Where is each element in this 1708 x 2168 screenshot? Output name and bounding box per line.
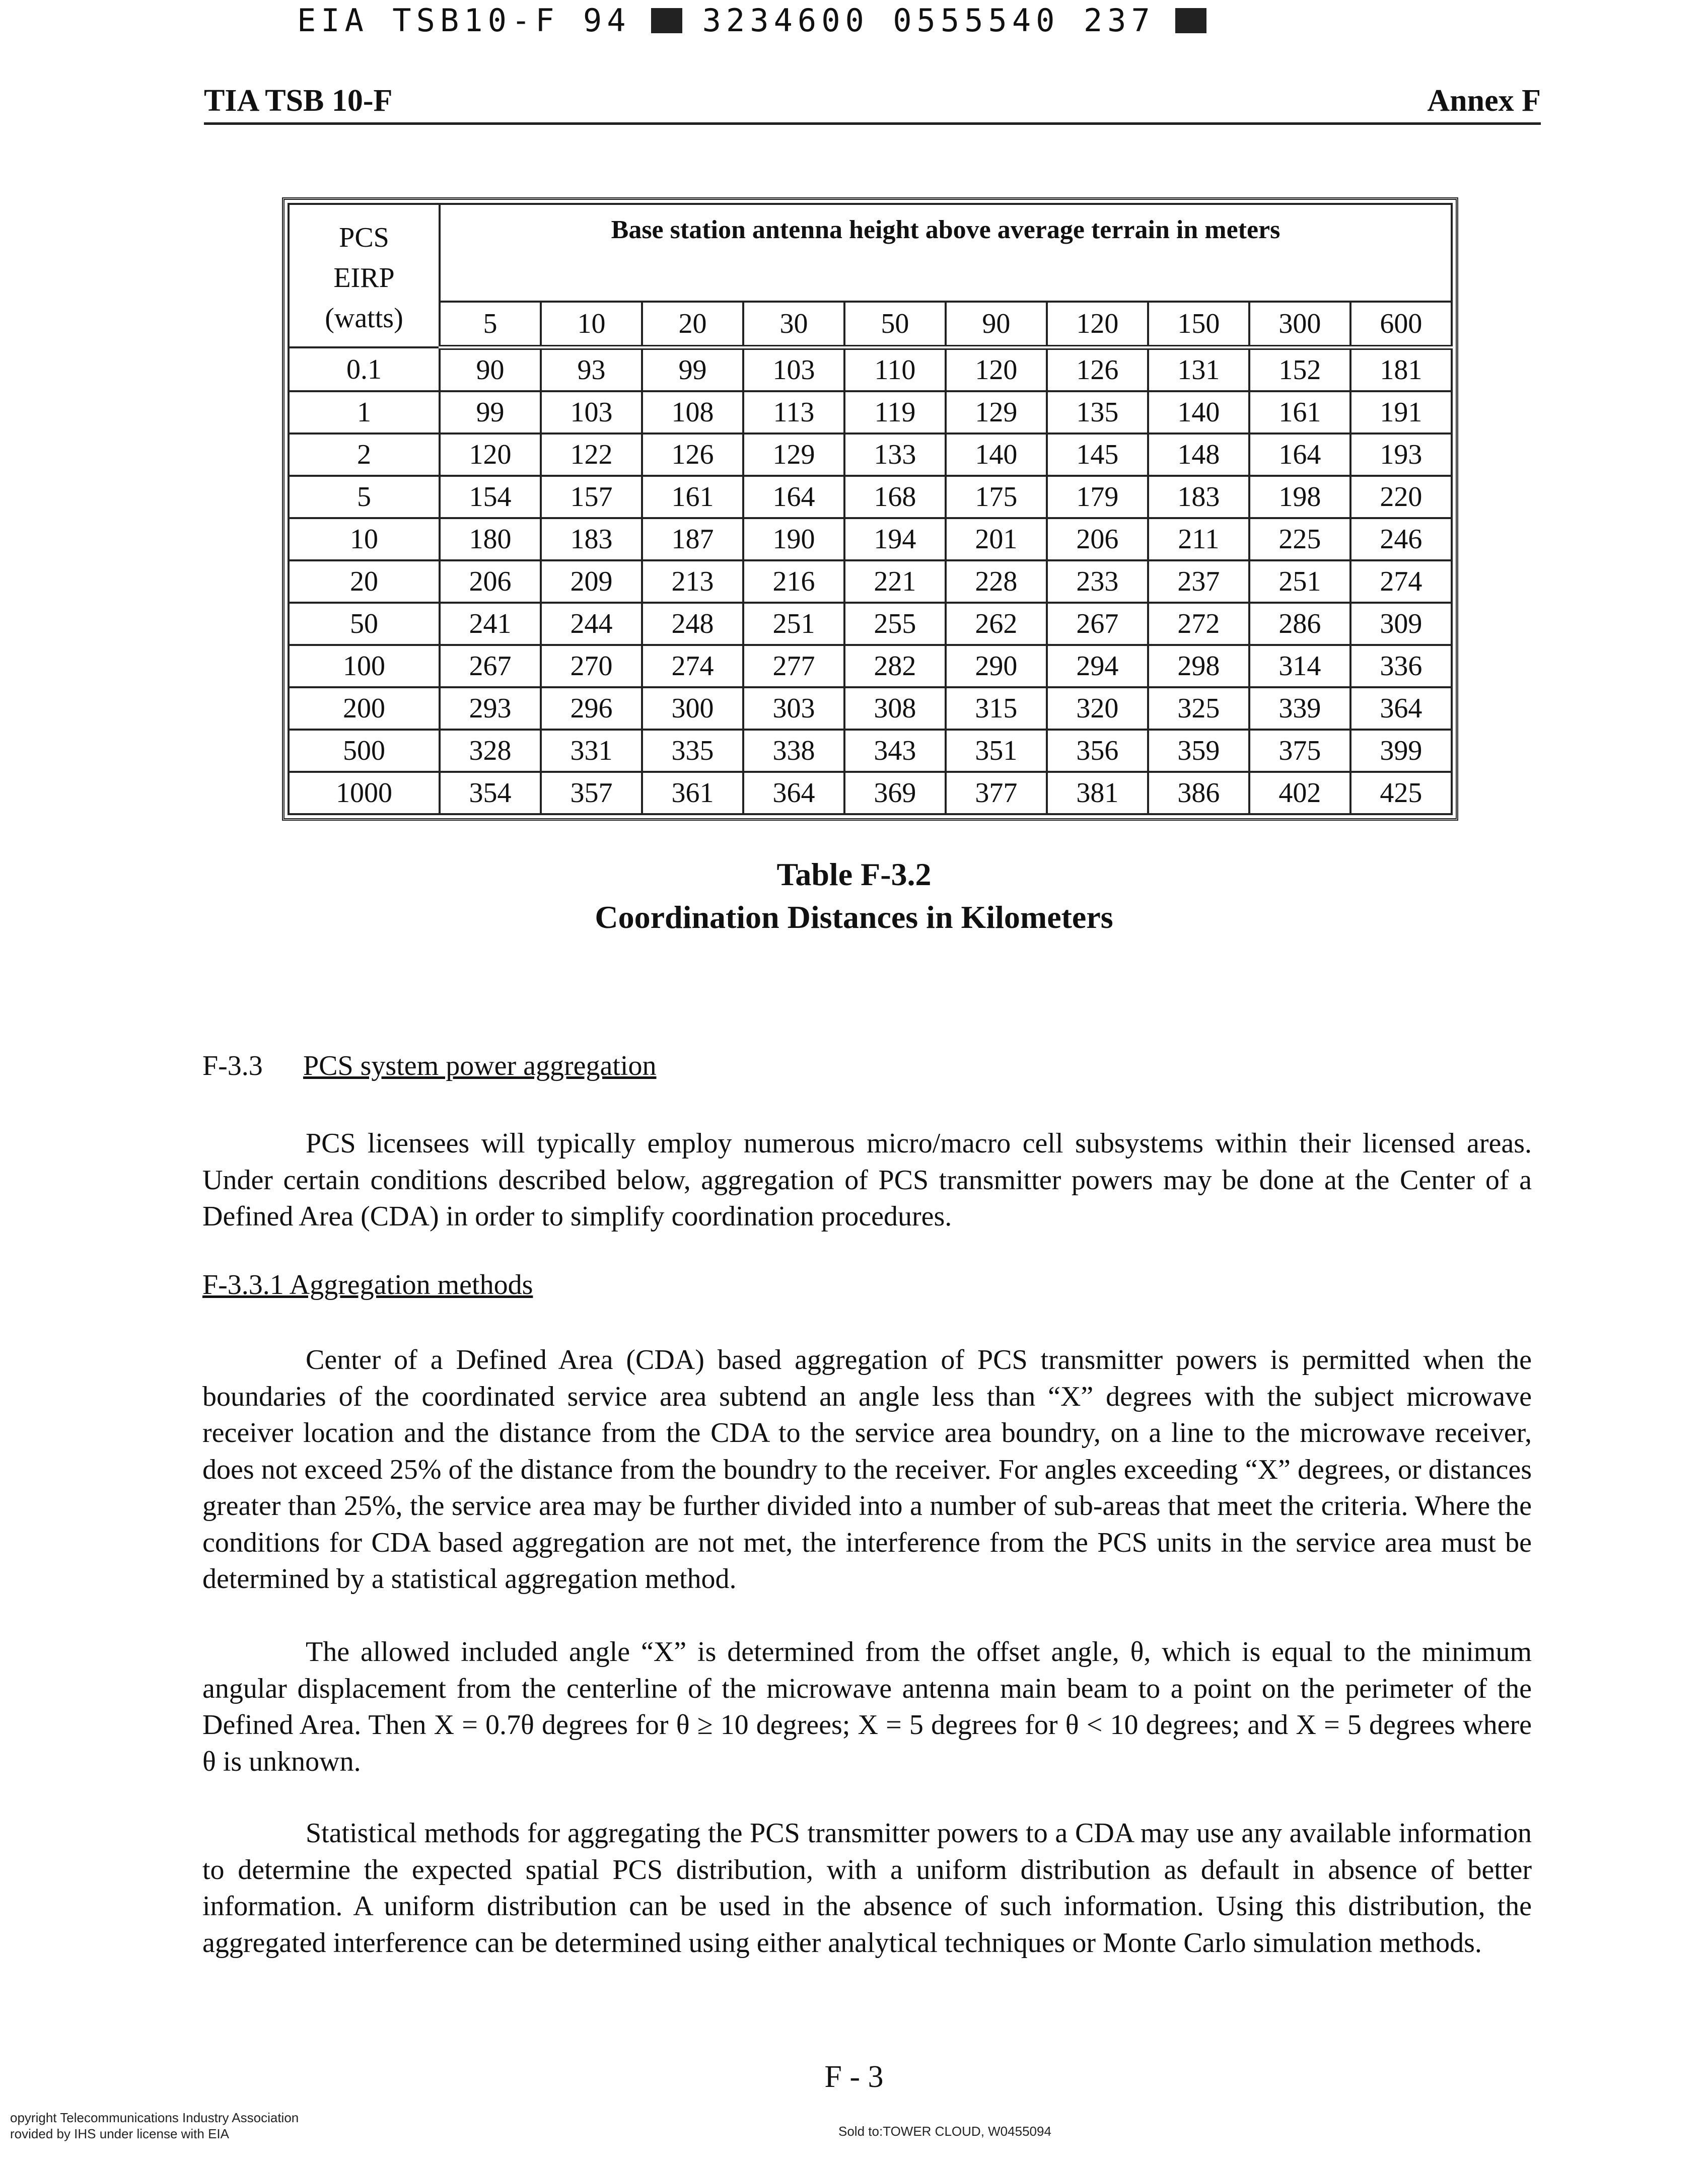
distance-cell: 315: [946, 687, 1047, 730]
table-row: [289, 603, 1452, 645]
distance-cell: 381: [1047, 772, 1148, 814]
distance-cell: 187: [642, 518, 743, 560]
distance-cell: 402: [1249, 772, 1350, 814]
distance-cell: 233: [1047, 560, 1148, 603]
distance-cell: 237: [1148, 560, 1249, 603]
distance-cell: 425: [1350, 772, 1452, 814]
distance-cell: 119: [844, 391, 946, 433]
distance-cell: 129: [946, 391, 1047, 433]
column-header: 120: [1047, 302, 1148, 347]
distance-cell: 175: [946, 476, 1047, 518]
distance-cell: 356: [1047, 730, 1148, 772]
distance-cell: 351: [946, 730, 1047, 772]
column-header: 600: [1350, 302, 1452, 347]
table-row: [289, 730, 1452, 772]
distance-cell: 270: [541, 645, 642, 687]
distance-cell: 103: [541, 391, 642, 433]
column-header: 50: [844, 302, 946, 347]
eirp-column-header: [289, 204, 440, 347]
distance-cell: 386: [1148, 772, 1249, 814]
eirp-cell: 500: [289, 730, 440, 772]
subsection-heading: F-3.3.1 Aggregation methods: [202, 1269, 533, 1300]
distance-cell: 331: [541, 730, 642, 772]
distance-cell: 309: [1350, 603, 1452, 645]
table-row: [289, 560, 1452, 603]
header-divider: [204, 122, 1541, 125]
distance-cell: 108: [642, 391, 743, 433]
distance-cell: 157: [541, 476, 642, 518]
distance-cell: 325: [1148, 687, 1249, 730]
table-caption-subtitle: Coordination Distances in Kilometers: [595, 899, 1113, 935]
eirp-cell: 1: [289, 391, 440, 433]
eirp-cell: 2: [289, 433, 440, 476]
distance-cell: 216: [743, 560, 844, 603]
table-row: [289, 433, 1452, 476]
scan-code-2: 3234600 0555540 237: [702, 2, 1155, 39]
distance-cell: 241: [440, 603, 541, 645]
distance-cell: 90: [440, 347, 541, 391]
column-header: 20: [642, 302, 743, 347]
distance-cell: 298: [1148, 645, 1249, 687]
distance-cell: 244: [541, 603, 642, 645]
distance-cell: 328: [440, 730, 541, 772]
distance-cell: 296: [541, 687, 642, 730]
table-row: [289, 687, 1452, 730]
distance-cell: 377: [946, 772, 1047, 814]
table-row: [289, 772, 1452, 814]
distance-cell: 308: [844, 687, 946, 730]
paragraph-included-angle: The allowed included angle “X” is determined from the offset angle, θ, which is equal to the minimum angular displacement from the centerline of the microwave antenna main beam to a point on the perimeter of the Defined Area. Then X = 0.7θ degrees for θ ≥ 10 degrees; X = 5 degrees for θ < 10 degrees; and X = 5 degrees where θ is unknown.: [202, 1636, 1532, 1777]
distance-cell: 364: [743, 772, 844, 814]
table-row: [289, 518, 1452, 560]
distance-cell: 206: [440, 560, 541, 603]
distance-cell: 190: [743, 518, 844, 560]
distance-cell: 267: [1047, 603, 1148, 645]
table-row: [289, 347, 1452, 391]
distance-cell: 161: [642, 476, 743, 518]
license-line: rovided by IHS under license with EIA: [10, 2126, 229, 2141]
distance-cell: 300: [642, 687, 743, 730]
header-line: PCS: [339, 222, 389, 253]
column-header: 5: [440, 302, 541, 347]
annex-label: Annex F: [1427, 84, 1541, 118]
distance-cell: 140: [946, 433, 1047, 476]
table-header-row-2: [289, 302, 1452, 347]
distance-cell: 201: [946, 518, 1047, 560]
distance-cell: 145: [1047, 433, 1148, 476]
distance-cell: 251: [743, 603, 844, 645]
distance-cell: 274: [1350, 560, 1452, 603]
distance-cell: 354: [440, 772, 541, 814]
distance-cell: 361: [642, 772, 743, 814]
section-heading: [202, 1050, 656, 1082]
distance-cell: 272: [1148, 603, 1249, 645]
scan-block-mark: [651, 8, 682, 33]
distance-cell: 120: [946, 347, 1047, 391]
distance-cell: 343: [844, 730, 946, 772]
distance-cell: 277: [743, 645, 844, 687]
eirp-cell: 200: [289, 687, 440, 730]
distance-cell: 320: [1047, 687, 1148, 730]
section-title: PCS system power aggregation: [303, 1050, 657, 1081]
distance-cell: 255: [844, 603, 946, 645]
distance-cell: 183: [541, 518, 642, 560]
distance-cell: 140: [1148, 391, 1249, 433]
distance-cell: 113: [743, 391, 844, 433]
table-caption-title: Table F-3.2: [776, 856, 932, 892]
distance-cell: 357: [541, 772, 642, 814]
table-row: [289, 476, 1452, 518]
copyright-line: opyright Telecommunications Industry Association: [10, 2110, 299, 2125]
distance-cell: 164: [1249, 433, 1350, 476]
distance-cell: 282: [844, 645, 946, 687]
distance-cell: 122: [541, 433, 642, 476]
distance-cell: 181: [1350, 347, 1452, 391]
distance-cell: 126: [642, 433, 743, 476]
distance-cell: 126: [1047, 347, 1148, 391]
distance-cell: 364: [1350, 687, 1452, 730]
distance-cell: 246: [1350, 518, 1452, 560]
table-header-row-1: [289, 204, 1452, 302]
distance-cell: 133: [844, 433, 946, 476]
column-header: 300: [1249, 302, 1350, 347]
distance-cell: 180: [440, 518, 541, 560]
distance-cell: 262: [946, 603, 1047, 645]
distance-cell: 290: [946, 645, 1047, 687]
distance-cell: 179: [1047, 476, 1148, 518]
paragraph-intro: PCS licensees will typically employ numerous micro/macro cell subsystems within their licensed areas. Under certain conditions described below, aggregation of PCS transmitter powers may be done at the Center of a Defined Area (CDA) in order to simplify coordination procedures.: [202, 1128, 1532, 1232]
distance-cell: 99: [440, 391, 541, 433]
distance-cell: 248: [642, 603, 743, 645]
distance-cell: 225: [1249, 518, 1350, 560]
eirp-cell: 10: [289, 518, 440, 560]
table-row: [289, 645, 1452, 687]
distance-cell: 152: [1249, 347, 1350, 391]
antenna-height-group-header: Base station antenna height above average terrain in meters: [440, 204, 1452, 302]
distance-cell: 399: [1350, 730, 1452, 772]
column-header: 30: [743, 302, 844, 347]
eirp-cell: 50: [289, 603, 440, 645]
distance-cell: 161: [1249, 391, 1350, 433]
distance-cell: 211: [1148, 518, 1249, 560]
distance-cell: 303: [743, 687, 844, 730]
distance-cell: 183: [1148, 476, 1249, 518]
distance-cell: 193: [1350, 433, 1452, 476]
distance-cell: 110: [844, 347, 946, 391]
distance-cell: 251: [1249, 560, 1350, 603]
distance-cell: 335: [642, 730, 743, 772]
distance-cell: 338: [743, 730, 844, 772]
eirp-cell: 20: [289, 560, 440, 603]
scan-code-1: EIA TSB10-F 94: [297, 2, 631, 39]
document-id: TIA TSB 10-F: [204, 84, 393, 118]
distance-cell: 191: [1350, 391, 1452, 433]
distance-cell: 129: [743, 433, 844, 476]
column-header: 90: [946, 302, 1047, 347]
distance-cell: 103: [743, 347, 844, 391]
distance-cell: 359: [1148, 730, 1249, 772]
header-line: (watts): [325, 302, 403, 334]
distance-cell: 99: [642, 347, 743, 391]
table-row: [289, 391, 1452, 433]
distance-cell: 164: [743, 476, 844, 518]
distance-cell: 221: [844, 560, 946, 603]
scan-header-code: [297, 2, 1206, 39]
distance-cell: 209: [541, 560, 642, 603]
distance-cell: 135: [1047, 391, 1148, 433]
copyright-notice: [10, 2110, 299, 2142]
eirp-cell: 5: [289, 476, 440, 518]
column-header: 150: [1148, 302, 1249, 347]
paragraph-cda-aggregation: Center of a Defined Area (CDA) based aggregation of PCS transmitter powers is permitted when the boundaries of the coordinated service area subtend an angle less than “X” degrees with the subject microwave receiver location and the distance from the CDA to the service area boundry, on a line to the microwave receiver, does not exceed 25% of the distance from the boundry to the receiver. For angles exceeding “X” degrees, or distances greater than 25%, the service area may be further divided into a number of sub-areas that meet the criteria. Where the conditions for CDA based aggregation are not met, the interference from the PCS units in the service area must be determined by a statistical aggregation method.: [202, 1344, 1532, 1595]
distance-cell: 194: [844, 518, 946, 560]
coordination-distance-table: [282, 197, 1458, 821]
distance-cell: 369: [844, 772, 946, 814]
scan-block-mark: [1175, 8, 1206, 33]
distance-cell: 213: [642, 560, 743, 603]
page-number: F - 3: [824, 2060, 884, 2094]
distance-cell: 314: [1249, 645, 1350, 687]
distance-cell: 339: [1249, 687, 1350, 730]
distance-cell: 154: [440, 476, 541, 518]
distance-cell: 120: [440, 433, 541, 476]
distance-cell: 220: [1350, 476, 1452, 518]
distance-cell: 93: [541, 347, 642, 391]
eirp-cell: 1000: [289, 772, 440, 814]
distance-cell: 168: [844, 476, 946, 518]
eirp-cell: 100: [289, 645, 440, 687]
distance-cell: 206: [1047, 518, 1148, 560]
distance-cell: 131: [1148, 347, 1249, 391]
distance-cell: 294: [1047, 645, 1148, 687]
distance-cell: 198: [1249, 476, 1350, 518]
section-number: F-3.3: [202, 1050, 263, 1081]
distance-cell: 375: [1249, 730, 1350, 772]
distance-cell: 286: [1249, 603, 1350, 645]
distance-cell: 336: [1350, 645, 1452, 687]
sold-to-notice: Sold to:TOWER CLOUD, W0455094: [838, 2124, 1051, 2139]
eirp-cell: 0.1: [289, 347, 440, 391]
header-line: EIRP: [333, 262, 395, 294]
paragraph-statistical-methods: Statistical methods for aggregating the PCS transmitter powers to a CDA may use any available information to determine the expected spatial PCS distribution, with a uniform distribution as default in absence of better information. A uniform distribution can be used in the absence of such information. Using this distribution, the aggregated interference can be determined using either analytical techniques or Monte Carlo simulation methods.: [202, 1818, 1532, 1959]
distance-cell: 267: [440, 645, 541, 687]
distance-cell: 148: [1148, 433, 1249, 476]
distance-cell: 228: [946, 560, 1047, 603]
column-header: 10: [541, 302, 642, 347]
table-body: [289, 347, 1452, 814]
distance-cell: 274: [642, 645, 743, 687]
data-table: [288, 203, 1453, 815]
distance-cell: 293: [440, 687, 541, 730]
